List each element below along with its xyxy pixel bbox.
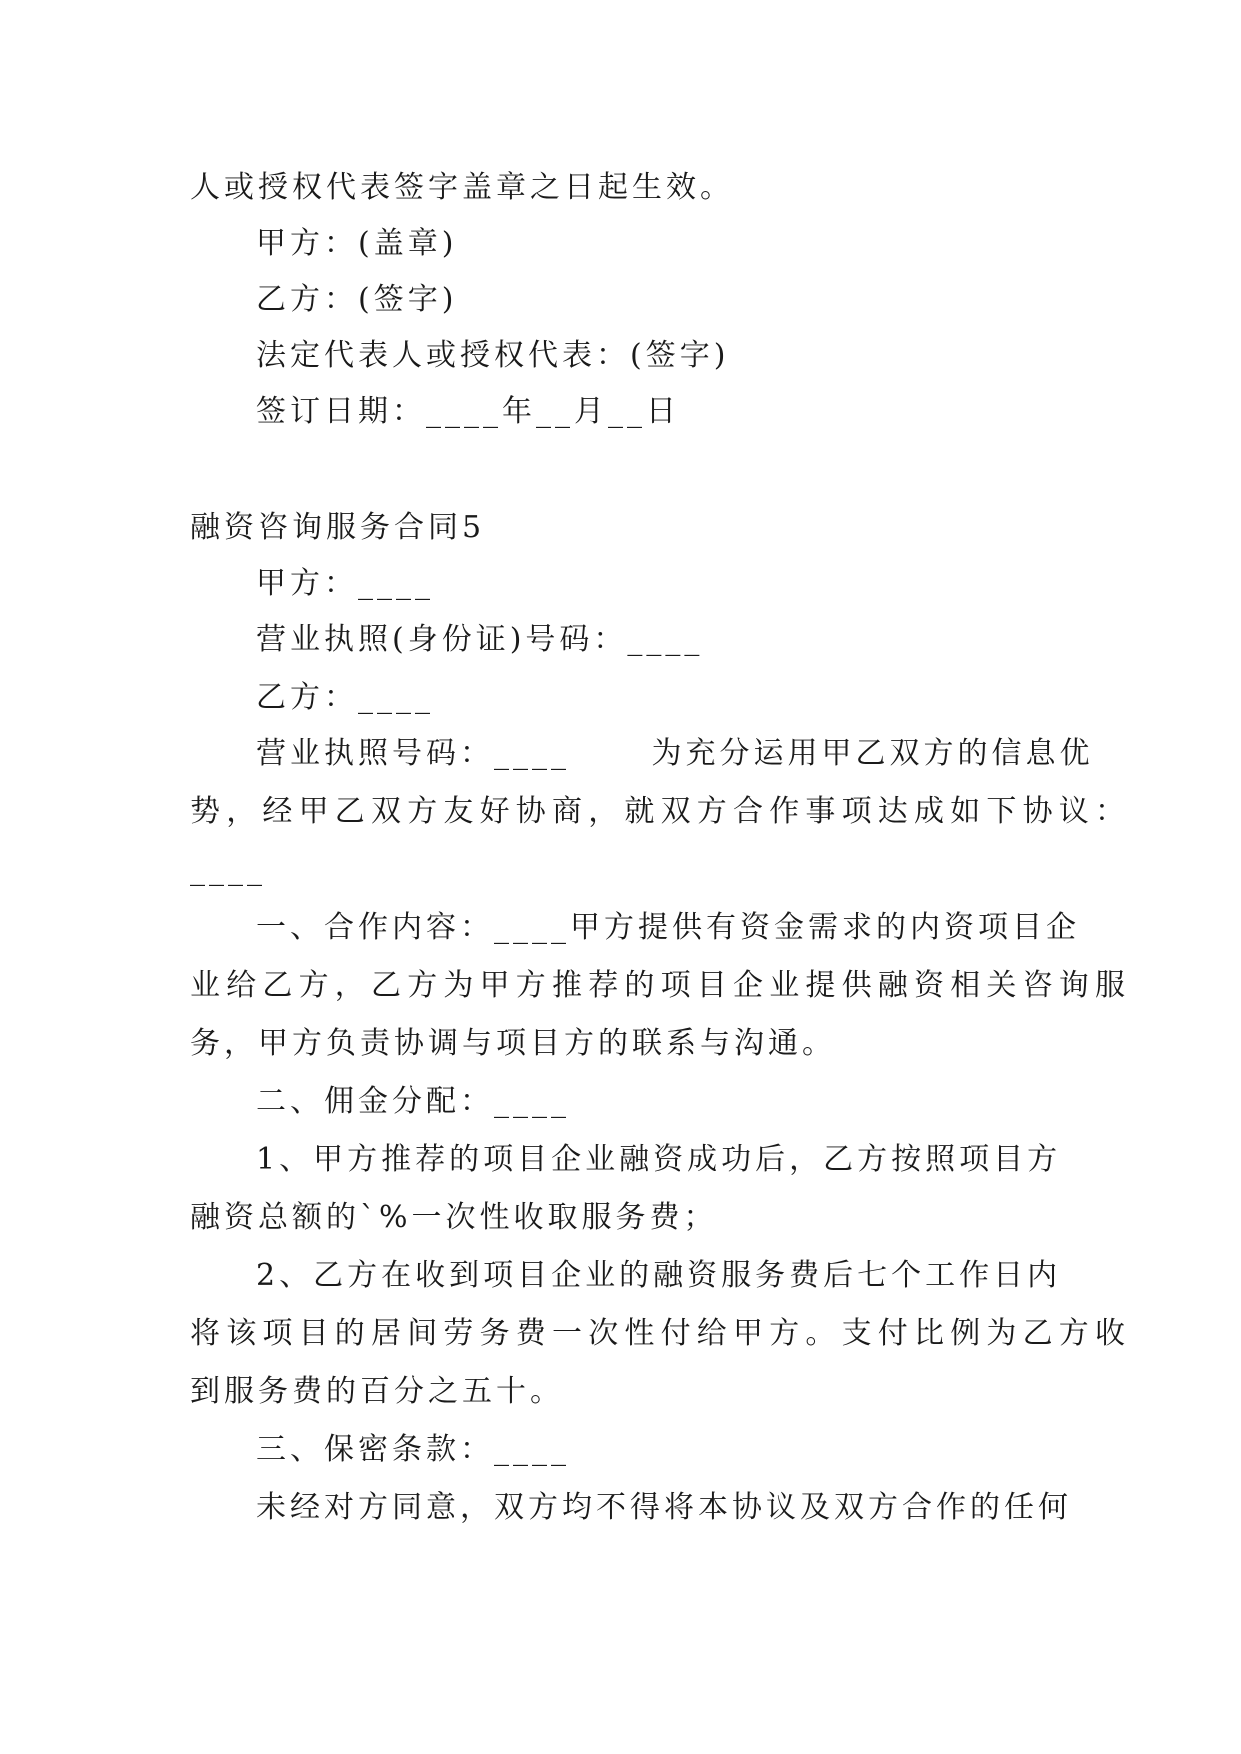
legal-representative-line: 法定代表人或授权代表：(签字) (256, 338, 730, 373)
party-a-field: 甲方：____ (256, 566, 434, 601)
party-b-field: 乙方：____ (256, 680, 434, 715)
paragraph-line: 2、乙方在收到项目企业的融资服务费后七个工作日内 (256, 1258, 1062, 1293)
paragraph-line: 融资总额的`%一次性收取服务费； (190, 1200, 718, 1235)
party-b-signature-line: 乙方：(签字) (256, 282, 458, 317)
signing-date-line: 签订日期：____年__月__日 (256, 394, 680, 429)
clause-2-heading: 二、佣金分配：____ (256, 1084, 570, 1119)
business-license-id-field: 营业执照(身份证)号码：____ (256, 622, 704, 657)
paragraph-line: 人或授权代表签字盖章之日起生效。 (190, 170, 734, 205)
clause-1-heading: 一、合作内容：____甲方提供有资金需求的内资项目企 (256, 910, 1080, 945)
paragraph-line: 到服务费的百分之五十。 (190, 1374, 564, 1409)
paragraph-blank: ____ (190, 852, 266, 887)
paragraph-line: 业给乙方，乙方为甲方推荐的项目企业提供融资相关咨询服 (190, 968, 1132, 1003)
paragraph-line: 势，经甲乙双方友好协商，就双方合作事项达成如下协议： (190, 794, 1132, 829)
business-license-field: 营业执照号码：____ 为充分运用甲乙双方的信息优 (256, 736, 1094, 771)
clause-3-heading: 三、保密条款：____ (256, 1432, 570, 1467)
party-a-seal-line: 甲方：(盖章) (256, 226, 458, 261)
paragraph-line: 1、甲方推荐的项目企业融资成功后，乙方按照项目方 (256, 1142, 1062, 1177)
paragraph-line: 未经对方同意，双方均不得将本协议及双方合作的任何 (256, 1490, 1072, 1525)
paragraph-line: 务，甲方负责协调与项目方的联系与沟通。 (190, 1026, 836, 1061)
paragraph-line: 将该项目的居间劳务费一次性付给甲方。支付比例为乙方收 (190, 1316, 1132, 1351)
section-title: 融资咨询服务合同5 (190, 510, 486, 545)
